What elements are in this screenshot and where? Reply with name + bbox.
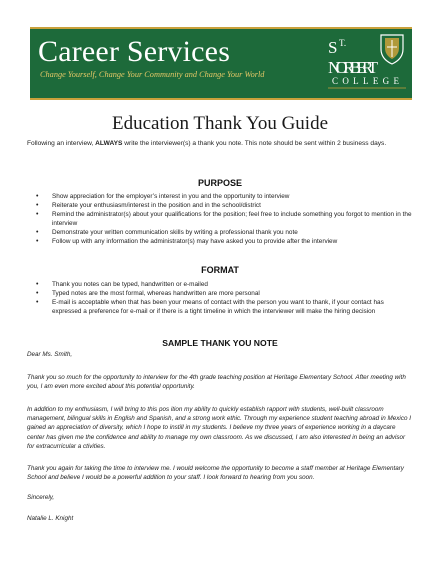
format-item: • E-mail is acceptable when that has been your means of contact with the person you want to thank, if your contact has expressed a preference for e-mail or if there is a tight timeline in which the interviewer will make the hiring decision: [27, 298, 415, 316]
purpose-item: • Reiterate your enthusiasm/interest in the position and in the school/district: [27, 201, 415, 210]
purpose-item: • Follow up with any information the administrator(s) may have asked you to provide after the interview: [27, 237, 415, 246]
purpose-list: [27, 192, 415, 247]
purpose-heading: PURPOSE: [197, 178, 242, 188]
career-services-banner: [30, 27, 412, 100]
svg-text:COLLEGE: COLLEGE: [332, 76, 402, 86]
letter-paragraph-1: Thank you so much for the opportunity to interview for the 4th grade teaching position at Heritage Elementary School. After meeting with you, I am even more excited about this potential opportunity.: [27, 374, 406, 391]
svg-text:T.: T.: [339, 38, 347, 48]
document-title: Education Thank You Guide: [111, 113, 329, 134]
intro-text-before: Following an interview,: [27, 140, 96, 147]
purpose-item: • Demonstrate your written communication skills by writing a professional thank you note: [27, 228, 415, 237]
letter-salutation: Dear Ms. Smith,: [27, 351, 73, 358]
letter-signature: Natalie L. Knight: [27, 515, 74, 522]
banner-tagline: Change Yourself, Change Your Community and Change Your World: [40, 70, 265, 79]
sample-note-heading: SAMPLE THANK YOU NOTE: [162, 338, 278, 348]
banner-title: Career Services: [38, 35, 231, 68]
format-heading: FORMAT: [201, 265, 239, 275]
format-list: [27, 280, 415, 316]
letter-closing: Sincerely,: [27, 494, 55, 501]
format-item: • Typed notes are the most formal, whereas handwritten are more personal: [27, 289, 415, 298]
st-norbert-college-logo: [326, 33, 408, 95]
intro-text-after: write the interviewer(s) a thank you note. This note should be sent within 2 business days.: [122, 140, 387, 147]
letter-paragraph-3: Thank you again for taking the time to interview me. I would welcome the opportunity to become a staff member at Heritage Elementary School and believe I would be a powerful addition to your staff. I look forward to hearing from you soon.: [27, 465, 404, 482]
purpose-item: • Show appreciation for the employer’s interest in you and the opportunity to interview: [27, 192, 415, 201]
format-item: • Thank you notes can be typed, handwritten or e-mailed: [27, 280, 415, 289]
svg-text:S: S: [328, 38, 338, 57]
svg-text:NORBERT: NORBERT: [328, 58, 378, 77]
purpose-item: • Remind the administrator(s) about your qualifications for the position; feel free to include something you forgot to mention in the interview: [27, 210, 415, 228]
letter-paragraph-2: In addition to my enthusiasm, I will bring to this pos ition my ability to quickly establish rapport with students, well-built classroom management, bilingual skills in English and Spanish, and a strong work ethic. Through my experience student teaching abroad in Mexico I gained an appreciation of diversity, which I hope to instill in my students. I believe my three years of experience working in a daycare center has given me the confidence and ability to manage my own classroom. As we discussed, I am also interested in being an advisor for extracurricular a ctivities.: [27, 406, 411, 450]
intro-emphasis: ALWAYS: [95, 140, 123, 147]
intro-paragraph: [27, 138, 412, 149]
